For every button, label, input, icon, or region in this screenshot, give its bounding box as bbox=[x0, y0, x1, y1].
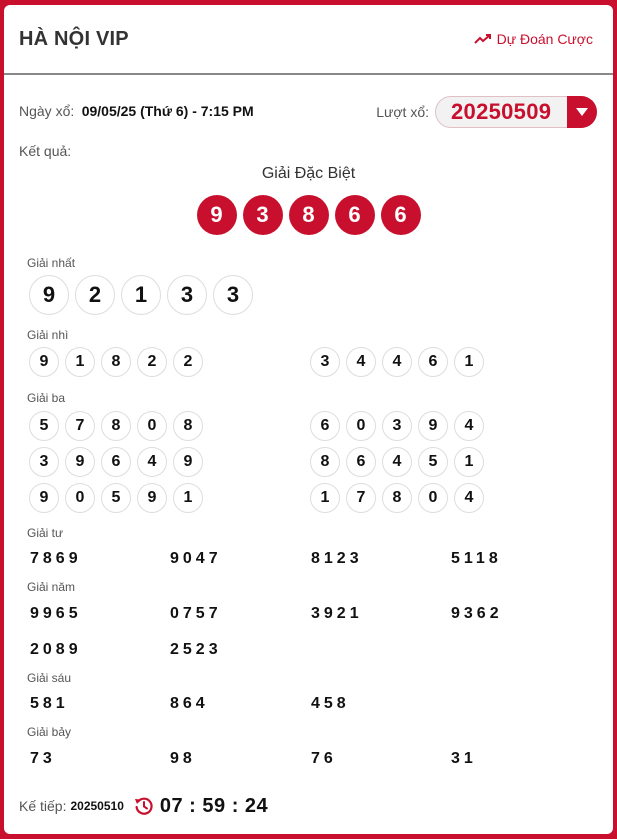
prize-digit: 1 bbox=[121, 275, 161, 315]
second-prize-label: Giải nhì bbox=[27, 328, 69, 342]
prize-digit: 6 bbox=[418, 347, 448, 377]
third-prize-row bbox=[310, 447, 484, 477]
page-title: HÀ NỘI VIP bbox=[19, 27, 129, 50]
prize-digit: 5 bbox=[29, 411, 59, 441]
prize-number: 73 bbox=[30, 750, 56, 767]
turn-label: Lượt xổ: bbox=[376, 104, 429, 120]
prize-digit: 4 bbox=[382, 447, 412, 477]
next-label: Kế tiếp: bbox=[19, 798, 67, 814]
prize-digit: 1 bbox=[65, 347, 95, 377]
prize-number: 9965 bbox=[30, 605, 82, 622]
prize-digit: 8 bbox=[101, 411, 131, 441]
prize-digit: 0 bbox=[137, 411, 167, 441]
prize-digit: 9 bbox=[29, 483, 59, 513]
prize-digit: 9 bbox=[418, 411, 448, 441]
prize-number: 9047 bbox=[170, 550, 222, 567]
date-label: Ngày xổ: bbox=[19, 103, 75, 119]
date-value: 09/05/25 (Thứ 6) - 7:15 PM bbox=[81, 103, 254, 119]
special-prize-title: Giải Đặc Biệt bbox=[261, 165, 356, 182]
prize-digit: 2 bbox=[75, 275, 115, 315]
special-digit: 8 bbox=[289, 195, 329, 235]
special-digit: 3 bbox=[243, 195, 283, 235]
prize-digit: 9 bbox=[29, 347, 59, 377]
prize-number: 76 bbox=[311, 750, 337, 767]
clock-refresh-icon bbox=[134, 796, 154, 816]
prize-digit: 0 bbox=[418, 483, 448, 513]
prize-digit: 9 bbox=[137, 483, 167, 513]
prize-digit: 4 bbox=[454, 411, 484, 441]
prize-digit: 3 bbox=[382, 411, 412, 441]
prize-digit: 4 bbox=[454, 483, 484, 513]
prize-digit: 1 bbox=[454, 347, 484, 377]
prize-number: 2089 bbox=[30, 641, 82, 658]
sixth-prize-label: Giải sáu bbox=[27, 671, 72, 685]
special-digit: 6 bbox=[335, 195, 375, 235]
prize-number: 864 bbox=[170, 695, 209, 712]
prize-digit: 9 bbox=[65, 447, 95, 477]
prize-digit: 1 bbox=[454, 447, 484, 477]
special-prize-digits bbox=[4, 195, 613, 235]
third-prize-row bbox=[310, 483, 484, 513]
second-prize-row bbox=[29, 347, 203, 377]
prize-digit: 3 bbox=[213, 275, 253, 315]
prize-digit: 3 bbox=[29, 447, 59, 477]
third-prize-label: Giải ba bbox=[27, 391, 66, 405]
prize-number: 98 bbox=[170, 750, 196, 767]
fifth-prize-label: Giải năm bbox=[27, 580, 76, 594]
fourth-prize-label: Giải tư bbox=[27, 526, 64, 540]
countdown-timer: 07 : 59 : 24 bbox=[159, 794, 269, 817]
prize-digit: 7 bbox=[65, 411, 95, 441]
prize-number: 7869 bbox=[30, 550, 82, 567]
third-prize-row bbox=[310, 411, 484, 441]
dropdown-button[interactable] bbox=[567, 96, 597, 128]
third-prize-row bbox=[29, 483, 203, 513]
predict-label: Dự Đoán Cược bbox=[496, 31, 593, 47]
prize-digit: 9 bbox=[173, 447, 203, 477]
seventh-prize-label: Giải bảy bbox=[27, 725, 72, 739]
prize-digit: 3 bbox=[310, 347, 340, 377]
prize-digit: 6 bbox=[346, 447, 376, 477]
prize-number: 8123 bbox=[311, 550, 363, 567]
prize-digit: 6 bbox=[310, 411, 340, 441]
prize-digit: 4 bbox=[382, 347, 412, 377]
third-prize-row bbox=[29, 447, 203, 477]
prize-number: 581 bbox=[30, 695, 69, 712]
prize-number: 9362 bbox=[451, 605, 503, 622]
prize-digit: 8 bbox=[173, 411, 203, 441]
prize-number: 3921 bbox=[311, 605, 363, 622]
prize-digit: 4 bbox=[346, 347, 376, 377]
prize-digit: 9 bbox=[29, 275, 69, 315]
prize-digit: 2 bbox=[173, 347, 203, 377]
prize-digit: 8 bbox=[310, 447, 340, 477]
prize-digit: 3 bbox=[167, 275, 207, 315]
first-prize-label: Giải nhất bbox=[27, 256, 76, 270]
next-draw bbox=[19, 793, 268, 819]
prize-number: 0757 bbox=[170, 605, 222, 622]
prize-digit: 5 bbox=[101, 483, 131, 513]
prize-digit: 1 bbox=[310, 483, 340, 513]
prize-number: 5118 bbox=[451, 550, 502, 567]
prize-digit: 6 bbox=[101, 447, 131, 477]
prize-digit: 4 bbox=[137, 447, 167, 477]
prize-number: 2523 bbox=[170, 641, 222, 658]
prize-digit: 0 bbox=[346, 411, 376, 441]
result-card bbox=[4, 5, 613, 834]
predict-link[interactable] bbox=[474, 31, 593, 47]
third-prize-row bbox=[29, 411, 203, 441]
draw-info bbox=[19, 95, 597, 129]
turn-select[interactable] bbox=[435, 96, 597, 128]
turn-value: 20250509 bbox=[451, 99, 552, 124]
prize-digit: 1 bbox=[173, 483, 203, 513]
second-prize-row bbox=[310, 347, 484, 377]
prize-digit: 5 bbox=[418, 447, 448, 477]
prize-digit: 7 bbox=[346, 483, 376, 513]
prize-digit: 0 bbox=[65, 483, 95, 513]
special-digit: 6 bbox=[381, 195, 421, 235]
next-draw-value: 20250510 bbox=[70, 799, 124, 813]
prize-digit: 2 bbox=[137, 347, 167, 377]
prize-number: 31 bbox=[451, 750, 477, 767]
header bbox=[4, 5, 613, 75]
first-prize-digits bbox=[29, 275, 253, 315]
caret-down-icon bbox=[576, 108, 588, 116]
prize-digit: 8 bbox=[101, 347, 131, 377]
prize-digit: 8 bbox=[382, 483, 412, 513]
special-digit: 9 bbox=[197, 195, 237, 235]
result-label: Kết quả: bbox=[19, 143, 72, 159]
trend-up-icon bbox=[474, 33, 492, 45]
prize-number: 458 bbox=[311, 695, 350, 712]
